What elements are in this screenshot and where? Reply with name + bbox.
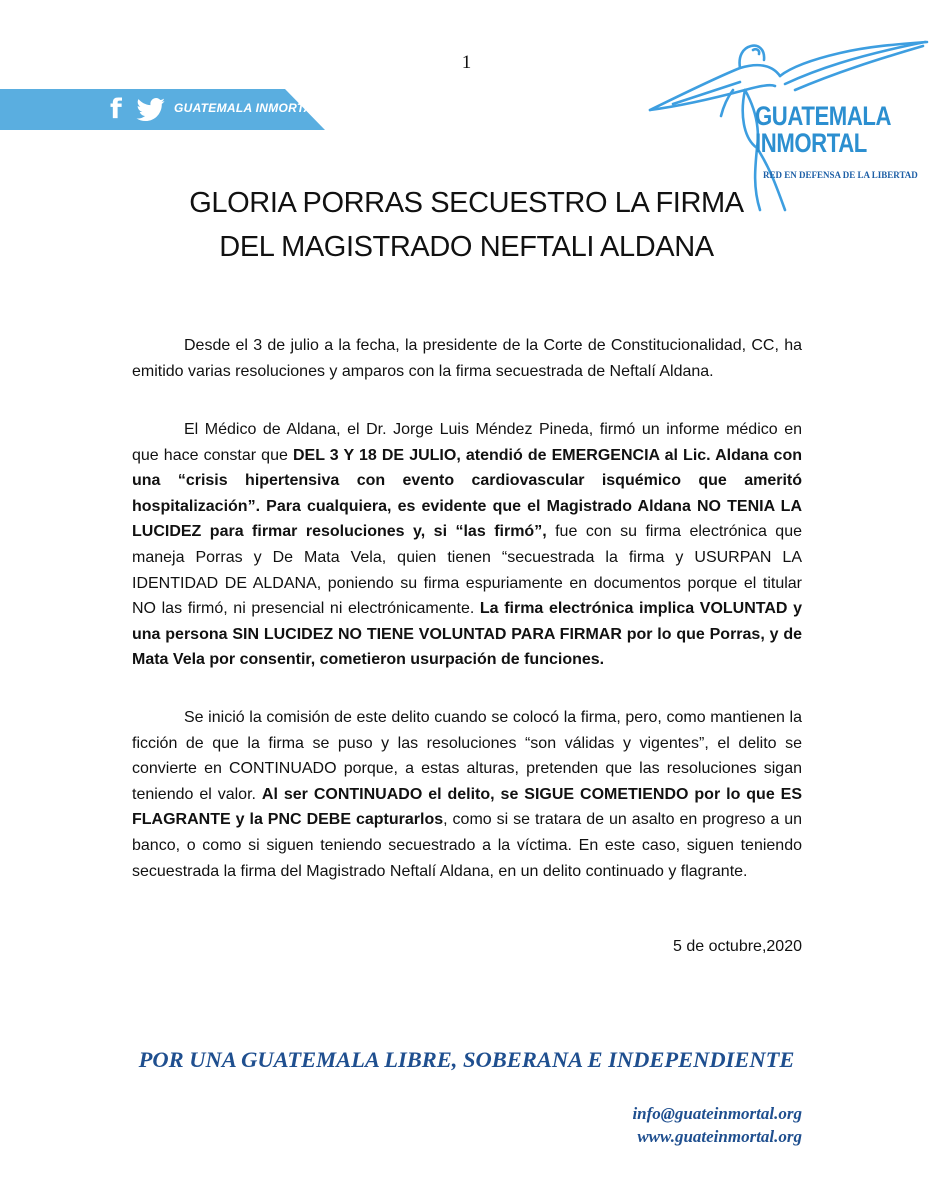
document-title-line-2: DEL MAGISTRADO NEFTALI ALDANA <box>219 231 714 263</box>
contact-website[interactable]: www.guateinmortal.org <box>637 1127 802 1146</box>
logo-name <box>755 103 925 157</box>
text-run: Se inició la comisión de este delito cuando se colocó la firma, pero, como mantienen la ficción de que la firma se puso y las resoluciones “son válidas y vigentes”, el delito se convierte en CONTINUADO porque, a estas alturas, pretenden que las resoluciones sigan teniendo el valor. <box>132 709 802 803</box>
bold-text-run: DEL 3 Y 18 DE JULIO, atendió de EMERGENCIA al Lic. Aldana con una “crisis hipertensiva con evento cardiovascular isquémico que ameritó hospitalización”. Para cualquiera, es evidente que el Magistrado Aldana NO TENIA LA LUCIDEZ para firmar resoluciones y, si “las firmó”, <box>132 446 802 541</box>
document-title-line-1: GLORIA PORRAS SECUESTRO LA FIRMA <box>189 187 744 219</box>
text-run: fue con su firma electrónica que maneja Porras y De Mata Vela, quien tienen “secuestrada la firma y USURPAN LA IDENTIDAD DE ALDANA, poniendo su firma espuriamente en documentos porque el titular NO las firmó, ni presencial ni electrónicamente. <box>132 523 803 618</box>
logo-name-line2: INMORTAL <box>755 128 867 158</box>
footer-slogan: POR UNA GUATEMALA LIBRE, SOBERANA E INDEPENDIENTE <box>138 1047 795 1072</box>
text-run: Desde el 3 de julio a la fecha, la presidente de la Corte de Constitucionalidad, CC, ha emitido varias resoluciones y amparos con la firma secuestrada de Neftalí Aldana. <box>132 337 802 380</box>
text-run: El Médico de Aldana, el Dr. Jorge Luis Méndez Pineda, firmó un informe médico en que hace constar que <box>132 421 802 464</box>
paragraph-1 <box>132 333 802 384</box>
twitter-icon[interactable] <box>136 98 166 122</box>
document-date: 5 de octubre,2020 <box>673 938 802 955</box>
bold-text-run: Al ser CONTINUADO el delito, se SIGUE COMETIENDO por lo que ES FLAGRANTE y la PNC DEBE capturarlos <box>132 785 803 829</box>
logo-name-line1: GUATEMALA <box>755 101 892 131</box>
contact-email[interactable]: info@guateinmortal.org <box>632 1104 802 1123</box>
banner-text: GUATEMALA INMORTAL <box>174 101 321 115</box>
paragraph-2 <box>132 417 802 673</box>
paragraph-3 <box>132 705 802 884</box>
page-number: 1 <box>461 52 472 73</box>
facebook-icon[interactable]: f <box>110 94 122 125</box>
bold-text-run: La firma electrónica implica VOLUNTAD y una persona SIN LUCIDEZ NO TIENE VOLUNTAD PARA FIRMAR por lo que Porras, y de Mata Vela por consentir, cometieron usurpación de funciones. <box>132 600 802 669</box>
text-run: , como si se tratara de un asalto en progreso a un banco, o como si siguen teniendo secuestrado a la víctima. En este caso, siguen teniendo secuestrada la firma del Magistrado Neftalí Aldana, en un delito continuado y flagrante. <box>132 811 803 880</box>
logo-tagline: RED EN DEFENSA DE LA LIBERTAD <box>763 170 918 180</box>
